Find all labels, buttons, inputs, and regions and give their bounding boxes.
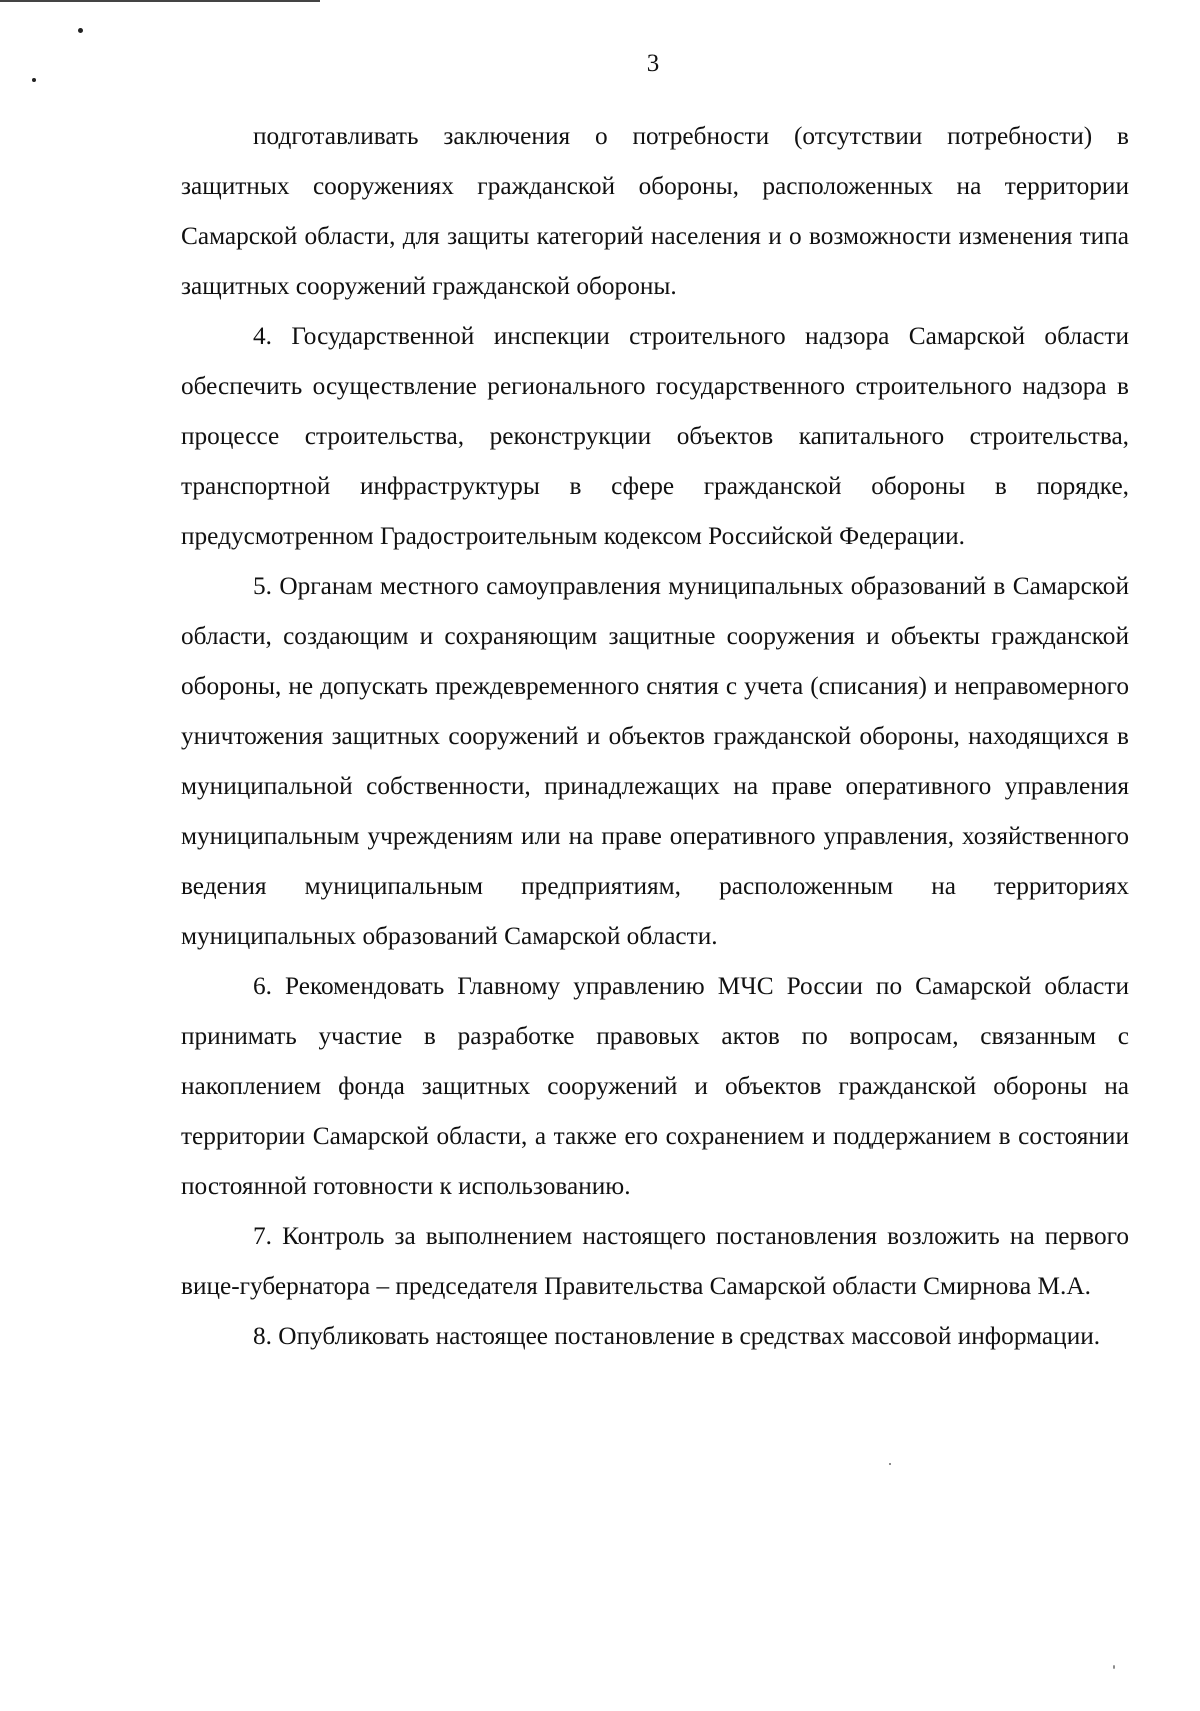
paragraph-item-6: 6. Рекомендовать Главному управлению МЧС России по Самарской области принимать участие в разработке правовых актов по вопросам, связанным с накоплением фонда защитных сооружений и объектов гражданской обороны на территории Самарской области, а также его сохранением и поддержанием в состоянии постоянной готовности к использованию. xyxy=(181,972,1129,1200)
page-number: 3 xyxy=(646,50,660,77)
scan-speck xyxy=(78,28,83,33)
paragraph-continuation: подготавливать заключения о потребности (отсутствии потребности) в защитных сооружениях гражданской обороны, расположенных на территории Самарской области, для защиты категорий населения и о возможности изменения типа защитных сооружений гражданской обороны. xyxy=(181,122,1129,300)
paragraph-item-8: 8. Опубликовать настоящее постановление в средствах массовой информации. xyxy=(253,1322,1101,1350)
scan-edge-line xyxy=(0,0,320,2)
paragraph-item-5: 5. Органам местного самоуправления муниципальных образований в Самарской области, создающим и сохраняющим защитные сооружения и объекты гражданской обороны, не допускать преждевременного снятия с учета (списания) и неправомерного уничтожения защитных сооружений и объектов гражданской обороны, находящихся в муниципальной собственности, принадлежащих на праве оперативного управления муниципальным учреждениям или на праве оперативного управления, хозяйственного ведения муниципальным предприятиям, расположенным на территориях муниципальных образований Самарской области. xyxy=(181,572,1129,950)
scan-speck xyxy=(32,78,36,82)
scan-speck xyxy=(1113,1665,1115,1669)
paragraph-item-7: 7. Контроль за выполнением настоящего постановления возложить на первого вице-губернатора – председателя Правительства Самарской области Смирнова М.А. xyxy=(181,1222,1129,1300)
paragraph-item-4: 4. Государственной инспекции строительного надзора Самарской области обеспечить осуществление регионального государственного строительного надзора в процессе строительства, реконструкции объектов капитального строительства, транспортной инфраструктуры в сфере гражданской обороны в порядке, предусмотренном Градостроительным кодексом Российской Федерации. xyxy=(181,322,1129,550)
scan-speck xyxy=(889,1463,891,1465)
document-body xyxy=(181,111,1129,1361)
